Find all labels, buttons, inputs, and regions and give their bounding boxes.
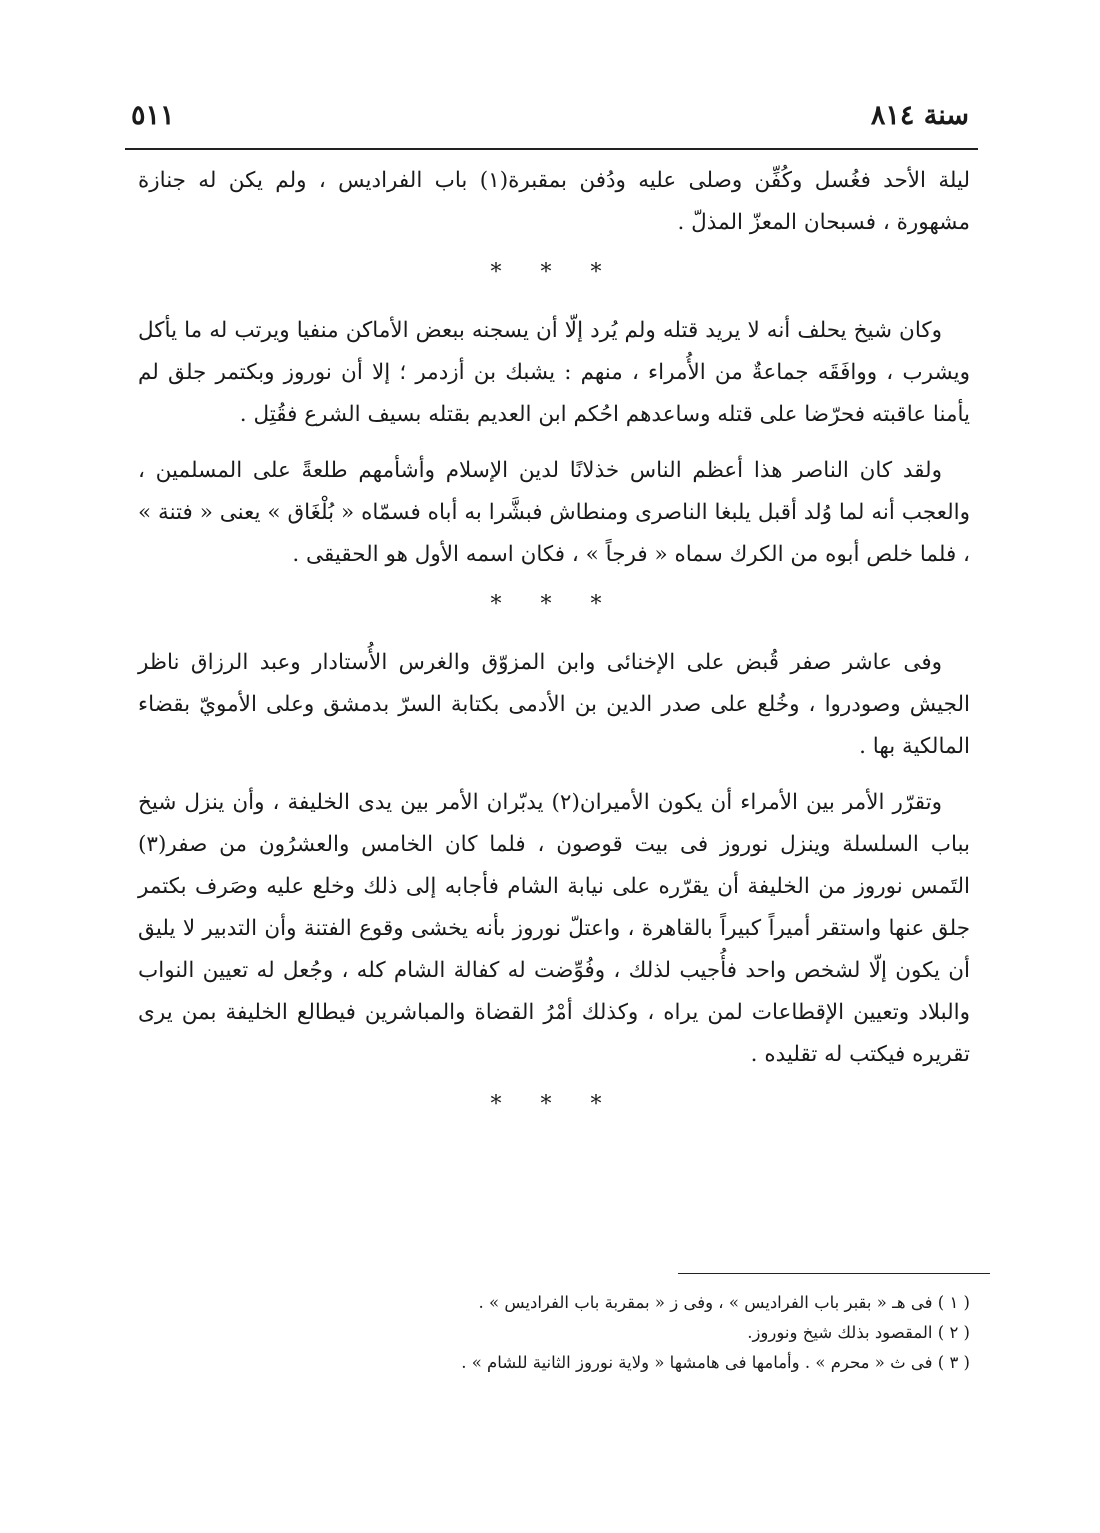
page-header	[125, 100, 975, 146]
paragraph-3: ولقد كان الناصر هذا أعظم الناس خذلانًا لدين الإسلام وأشأمهم طلعةً على المسلمين ، والعجب أنه لما وُلد أقبل يلبغا الناصرى ومنطاش فبشَّرا به أباه فسمّاه « بُلْغَاق » يعنى « فتنة » ، فلما خلص أبوه من الكرك سماه « فرجاً » ، فكان اسمه الأول هو الحقيقى .	[138, 458, 970, 567]
footnotes	[380, 1288, 970, 1378]
footnote-2: ( ٢ ) المقصود بذلك شيخ ونوروز.	[747, 1323, 970, 1342]
paragraph-5: وتقرّر الأمر بين الأمراء أن يكون الأميران(٢) يدبّران الأمر بين يدى الخليفة ، وأن ينزل شيخ بباب السلسلة وينزل نوروز فى بيت قوصون ، فلما كان الخامس والعشرُون من صفر(٣) التَمس نوروز من الخليفة أن يقرّره على نيابة الشام فأجابه إلى ذلك وخلع عليه وصَرف بكتمر جلق عنها واستقر أميراً كبيراً بالقاهرة ، واعتلّ نوروز بأنه يخشى وقوع الفتنة وأن التدبير لا يليق أن يكون إلّا لشخص واحد فأُجيب لذلك ، وفُوِّضت له كفالة الشام كله ، وجُعل له تعيين النواب والبلاد وتعيين الإقطاعات لمن يراه ، وكذلك أمْرُ القضاة والمباشرين فيطالع الخليفة بمن يرى تقريره فيكتب له تقليده .	[138, 790, 970, 1067]
footnote-1: ( ١ ) فى هـ « بقبر باب الفراديس » ، وفى ز « بمقربة باب الفراديس » .	[478, 1293, 970, 1312]
footnote-3: ( ٣ ) فى ث « محرم » . وأمامها فى هامشها « ولاية نوروز الثانية للشام » .	[461, 1353, 970, 1372]
section-separator-1: * * *	[490, 260, 618, 285]
paragraph-1: ليلة الأحد فغُسل وكُفِّن وصلى عليه ودُفن بمقبرة(١) باب الفراديس ، ولم يكن له جنازة مشهورة ، فسبحان المعزّ المذلّ .	[138, 168, 971, 235]
section-separator-2: * * *	[490, 592, 618, 617]
footnote-rule	[678, 1273, 990, 1274]
paragraph-2: وكان شيخ يحلف أنه لا يريد قتله ولم يُرد إلّا أن يسجنه ببعض الأماكن منفيا ويرتب له ما يأكل ويشرب ، ووافَقَه جماعةٌ من الأُمراء ، منهم : يشبك بن أزدمر ؛ إلا أن نوروز وبكتمر جلق لم يأمنا عاقبته فحرّضا على قتله وساعدهم احُكم ابن العديم بقتله بسيف الشرع فقُتِل .	[138, 318, 970, 427]
main-text	[138, 160, 970, 1142]
running-head-year: سنة ٨١٤	[870, 100, 969, 131]
header-rule	[125, 148, 978, 150]
paragraph-4: وفى عاشر صفر قُبض على الإخنائى وابن المزوّق والغرس الأُستادار وعبد الرزاق ناظر الجيش وصودروا ، وخُلع على صدر الدين بن الأدمى بكتابة السرّ بدمشق وعلى الأمويّ بقضاء المالكية بها .	[138, 650, 970, 759]
section-separator-3: * * *	[490, 1092, 618, 1117]
page-number: ٥١١	[131, 100, 175, 131]
